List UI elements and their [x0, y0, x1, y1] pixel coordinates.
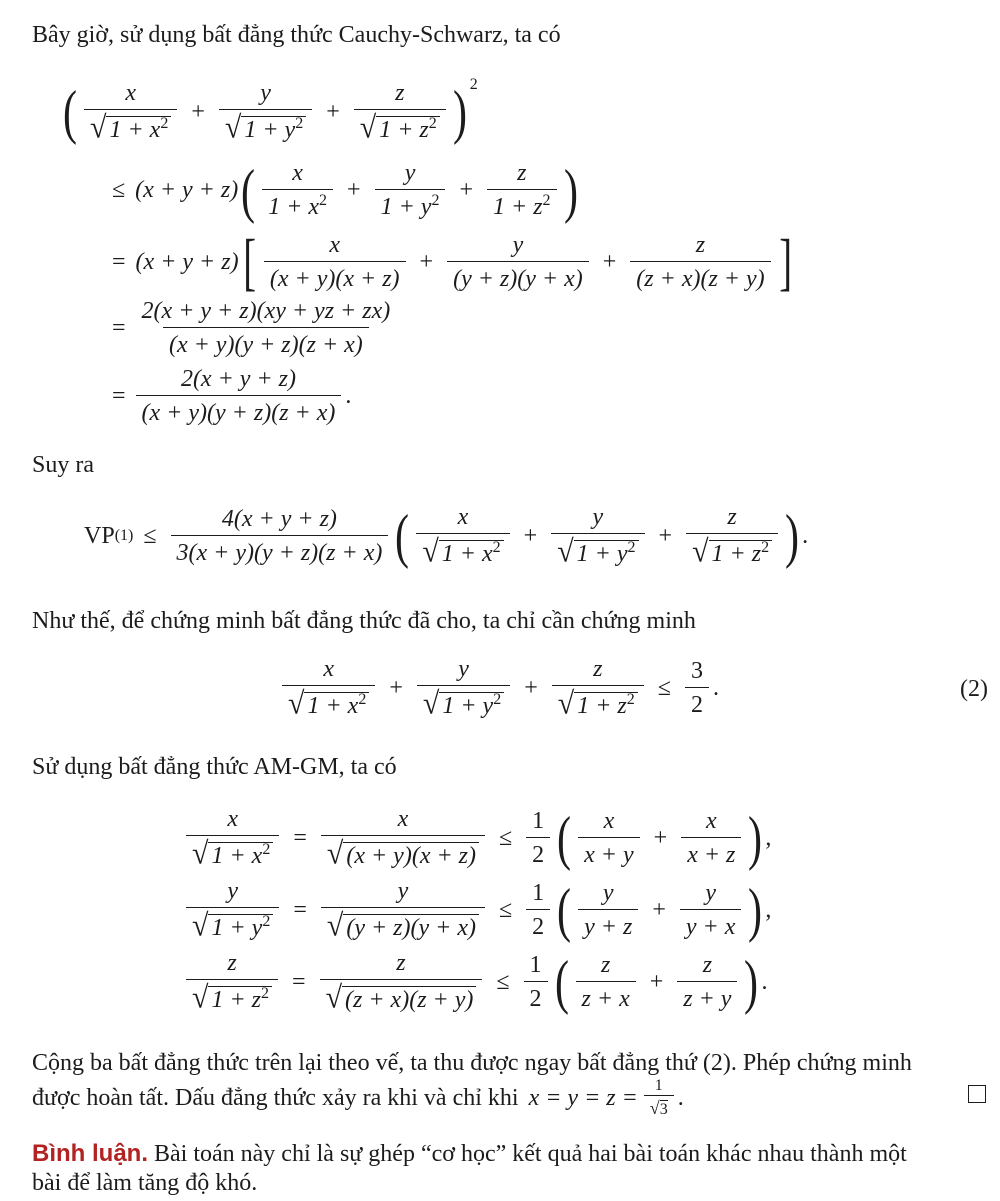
plus-sign: + — [326, 98, 340, 125]
fraction: z √ $1 + z^2$ — [552, 656, 644, 720]
plus-sign: + — [347, 177, 361, 203]
comment-line-1 — [32, 1138, 907, 1170]
conclusion-text: được hoàn tất. Dấu đẳng thức xảy ra khi và chỉ khi — [32, 1085, 519, 1111]
comment-line-2: bài để làm tăng độ khó. — [32, 1170, 258, 1196]
denominator: (x + y)(y + z)(z + x) — [163, 327, 369, 359]
exponent: 2 — [295, 115, 304, 132]
eq-sign: = — [292, 968, 306, 995]
exponent: 2 — [428, 115, 437, 132]
plus-sign: + — [649, 968, 664, 995]
numerator: y — [592, 504, 604, 530]
denominator: 1 + x — [268, 194, 320, 220]
radicand: 1 + y — [211, 915, 263, 941]
fraction — [447, 232, 589, 293]
numerator: 3 — [690, 657, 703, 684]
fraction — [524, 952, 548, 1013]
plus-sign: + — [419, 248, 434, 275]
exponent: 2 — [160, 115, 169, 132]
numerator: x — [603, 807, 615, 834]
paren-right: ) — [563, 157, 578, 224]
plus-sign: + — [389, 674, 403, 701]
numerator: y — [260, 80, 271, 106]
amgm-line-3 — [182, 950, 767, 1014]
plus-sign: + — [652, 896, 666, 923]
numerator: z — [395, 80, 405, 106]
exponent: 2 — [319, 192, 328, 209]
denominator: 1 + z — [493, 194, 543, 220]
exponent: 2 — [493, 691, 502, 708]
comma: , — [765, 824, 772, 851]
paragraph-nhu-the: Như thế, để chứng minh bất đẳng thức đã cho, ta chỉ cần chứng minh — [32, 608, 696, 634]
eq-sign: = — [112, 248, 126, 275]
plus-sign: + — [653, 824, 668, 851]
exponent: 2 — [627, 539, 636, 556]
numerator: x — [329, 231, 341, 258]
denominator: (x + y)(x + z) — [264, 261, 406, 293]
radicand: 1 + y — [244, 117, 296, 143]
numerator: x — [397, 806, 409, 832]
radicand: 1 + z — [211, 987, 262, 1013]
numerator: x — [227, 806, 238, 832]
eq-sign: = — [112, 315, 126, 341]
fraction — [680, 880, 742, 941]
sum-xyz: (x + y + z) — [135, 248, 239, 275]
denominator: x + z — [681, 837, 741, 869]
exponent: 2 — [262, 913, 271, 930]
numerator: z — [727, 504, 737, 530]
vp-inequality: VP (1) ≤ $\frac{4(x + y + z)}{3(x + y)(y + z)(z + x)}$ ( x √ $1 + x^2$ + y √ $1 + y^2$ + z √ $1 + z^2$ ) . — [84, 503, 809, 569]
numerator: y — [602, 879, 614, 906]
eq-sign: = — [112, 383, 126, 409]
fraction — [630, 232, 770, 293]
fraction: y √ $1 + y^2$ — [219, 80, 312, 144]
numerator: 1 — [532, 879, 545, 906]
sum-xyz: (x + y + z) — [135, 177, 239, 203]
fraction: z √ $1 + z^2$ — [186, 950, 278, 1014]
exponent: 2 — [469, 76, 478, 93]
cs-line-3 — [112, 226, 796, 297]
paragraph-conclusion-line-2 — [32, 1078, 684, 1119]
plus-sign: + — [191, 98, 205, 125]
fraction — [264, 232, 406, 293]
fraction — [677, 952, 737, 1013]
period: . — [712, 674, 719, 701]
bracket-left: [ — [242, 226, 256, 297]
numerator: 1 — [529, 951, 542, 978]
exponent: 2 — [761, 539, 770, 556]
fraction: x √ (x + y)(x + z) — [321, 806, 485, 870]
inequality-2 — [278, 656, 719, 720]
plus-sign: + — [523, 522, 538, 549]
exponent: 2 — [626, 691, 635, 708]
cs-line-2 — [112, 157, 581, 224]
paren-right: ) — [744, 949, 759, 1015]
radicand: 3 — [659, 1101, 668, 1118]
fraction: z √ $1 + z^2$ — [354, 80, 446, 144]
plus-sign: + — [524, 674, 538, 701]
numerator: y — [705, 879, 716, 906]
fraction: y √ $1 + y^2$ — [417, 656, 510, 720]
denominator: x + y — [578, 837, 640, 869]
fraction — [171, 506, 389, 567]
numerator: 1 — [532, 807, 545, 834]
bracket-right: ] — [778, 226, 792, 297]
paragraph-am-gm: Sử dụng bất đẳng thức AM-GM, ta có — [32, 754, 397, 780]
numerator: y — [227, 878, 238, 904]
numerator: x — [125, 80, 136, 106]
fraction — [681, 808, 741, 869]
radicand: (y + z)(y + x) — [343, 914, 479, 941]
paren-left: ( — [557, 877, 572, 943]
numerator: 4(x + y + z) — [221, 505, 337, 532]
fraction — [578, 808, 640, 869]
radicand: (x + y)(x + z) — [343, 842, 479, 869]
denominator: 2 — [526, 909, 550, 941]
exponent: 2 — [261, 985, 270, 1002]
period: . — [802, 522, 809, 549]
numerator: x — [705, 807, 717, 834]
denominator: (x + y)(y + z)(z + x) — [136, 395, 342, 427]
fraction — [375, 160, 446, 221]
numerator: z — [227, 950, 237, 976]
paragraph-intro: Bây giờ, sử dụng bất đẳng thức Cauchy-Schwarz, ta có — [32, 22, 561, 48]
fraction-one-over-sqrt3: $\frac{1}{√3}$ — [644, 1078, 674, 1119]
cs-line-4 — [112, 298, 400, 359]
numerator: z — [695, 231, 706, 258]
period: . — [345, 383, 352, 409]
fraction: x √ $1 + x^2$ — [416, 504, 509, 568]
eq-sign: = — [293, 824, 307, 851]
numerator: y — [458, 656, 469, 682]
denominator: 2 — [524, 981, 548, 1013]
radicand: 1 + z — [577, 693, 627, 719]
paren-right: ) — [748, 805, 763, 871]
fraction — [136, 298, 397, 359]
numerator: x — [323, 656, 334, 682]
denominator: 1 + y — [380, 194, 432, 220]
period: . — [761, 968, 768, 995]
fraction — [576, 952, 636, 1013]
radicand: 1 + x — [441, 541, 493, 567]
numerator: z — [593, 656, 603, 682]
le-sign: ≤ — [499, 896, 513, 923]
denominator: z + x — [576, 981, 636, 1013]
fraction — [262, 160, 333, 221]
le-sign: ≤ — [499, 824, 513, 851]
radicand: 1 + z — [711, 541, 762, 567]
denominator: 2 — [685, 687, 709, 719]
fraction: z √ (z + x)(z + y) — [320, 950, 483, 1014]
comma: , — [765, 896, 772, 923]
paren-left: ( — [62, 79, 77, 145]
radicand: 1 + x — [307, 693, 359, 719]
radicand: 1 + x — [211, 843, 263, 869]
plus-sign: + — [658, 522, 673, 549]
fraction: z √ $1 + z^2$ — [686, 504, 778, 568]
fraction — [685, 658, 709, 719]
numerator: x — [457, 504, 469, 530]
fraction — [487, 160, 557, 221]
equation-number: (2) — [960, 676, 988, 702]
plus-sign: + — [602, 248, 617, 275]
le-sign: ≤ — [143, 522, 157, 549]
plus-sign: + — [459, 177, 473, 203]
equality-condition: x = y = z = — [528, 1085, 638, 1111]
numerator: y — [397, 878, 409, 904]
paren-left: ( — [241, 157, 256, 224]
denominator: y + x — [680, 909, 742, 941]
exponent: 2 — [492, 539, 501, 556]
numerator: z — [600, 951, 611, 978]
fraction: x √ $1 + x^2$ — [84, 80, 177, 144]
fraction — [526, 808, 550, 869]
numerator: z — [396, 950, 406, 976]
exponent: 2 — [431, 192, 440, 209]
fraction: x √ $1 + x^2$ — [186, 806, 279, 870]
numerator: y — [512, 231, 524, 258]
le-sign: ≤ — [496, 968, 510, 995]
numerator: x — [292, 160, 303, 186]
radicand: 1 + x — [109, 117, 161, 143]
exponent: 2 — [358, 691, 367, 708]
paragraph-conclusion-line-1: Cộng ba bất đẳng thức trên lại theo vế, ta thu được ngay bất đẳng thứ (2). Phép chứng minh — [32, 1050, 912, 1076]
paragraph-suy-ra: Suy ra — [32, 452, 94, 478]
paren-right: ) — [785, 503, 800, 569]
fraction: y √ (y + z)(y + x) — [321, 878, 485, 942]
le-sign: ≤ — [112, 177, 126, 203]
paren-left: ( — [554, 949, 569, 1015]
comment-text: Bài toán này chỉ là sự ghép “cơ học” kết quả hai bài toán khác nhau thành một — [154, 1141, 907, 1167]
numerator: 2(x + y + z)(xy + yz + zx) — [141, 298, 391, 324]
vp-label: VP — [84, 522, 115, 549]
radicand: (z + x)(z + y) — [342, 986, 476, 1013]
qed-box-icon — [968, 1085, 986, 1103]
fraction: y √ $1 + y^2$ — [551, 504, 644, 568]
exponent: 2 — [262, 841, 271, 858]
fraction: y √ $1 + y^2$ — [186, 878, 279, 942]
numerator: 1 — [654, 1077, 663, 1094]
cs-line-5 — [112, 366, 351, 427]
radicand: 1 + y — [576, 541, 628, 567]
numerator: y — [404, 160, 416, 186]
denominator: (z + x)(z + y) — [630, 261, 770, 293]
paren-left: ( — [557, 805, 572, 871]
denominator: z + y — [677, 981, 737, 1013]
paren-right: ) — [748, 877, 763, 943]
radicand: 1 + z — [379, 117, 429, 143]
denominator: 2 — [526, 837, 550, 869]
amgm-line-1 — [182, 806, 771, 870]
fraction — [526, 880, 550, 941]
numerator: z — [517, 160, 527, 186]
denominator: 3(x + y)(y + z)(z + x) — [171, 535, 389, 567]
le-sign: ≤ — [657, 674, 671, 701]
radicand: 1 + y — [442, 693, 494, 719]
period: . — [677, 1085, 684, 1111]
fraction: x √ $1 + x^2$ — [282, 656, 375, 720]
cs-line-1 — [60, 76, 478, 145]
comment-label: Bình luận. — [32, 1140, 148, 1167]
fraction — [136, 366, 342, 427]
numerator: z — [702, 951, 713, 978]
paren-right: ) — [452, 79, 467, 145]
paren-left: ( — [395, 503, 410, 569]
exponent: 2 — [542, 192, 551, 209]
numerator: 2(x + y + z) — [180, 366, 296, 392]
denominator: (y + z)(y + x) — [447, 261, 589, 293]
eq-sign: = — [293, 896, 307, 923]
fraction — [578, 880, 638, 941]
denominator: y + z — [578, 909, 638, 941]
amgm-line-2 — [182, 878, 771, 942]
